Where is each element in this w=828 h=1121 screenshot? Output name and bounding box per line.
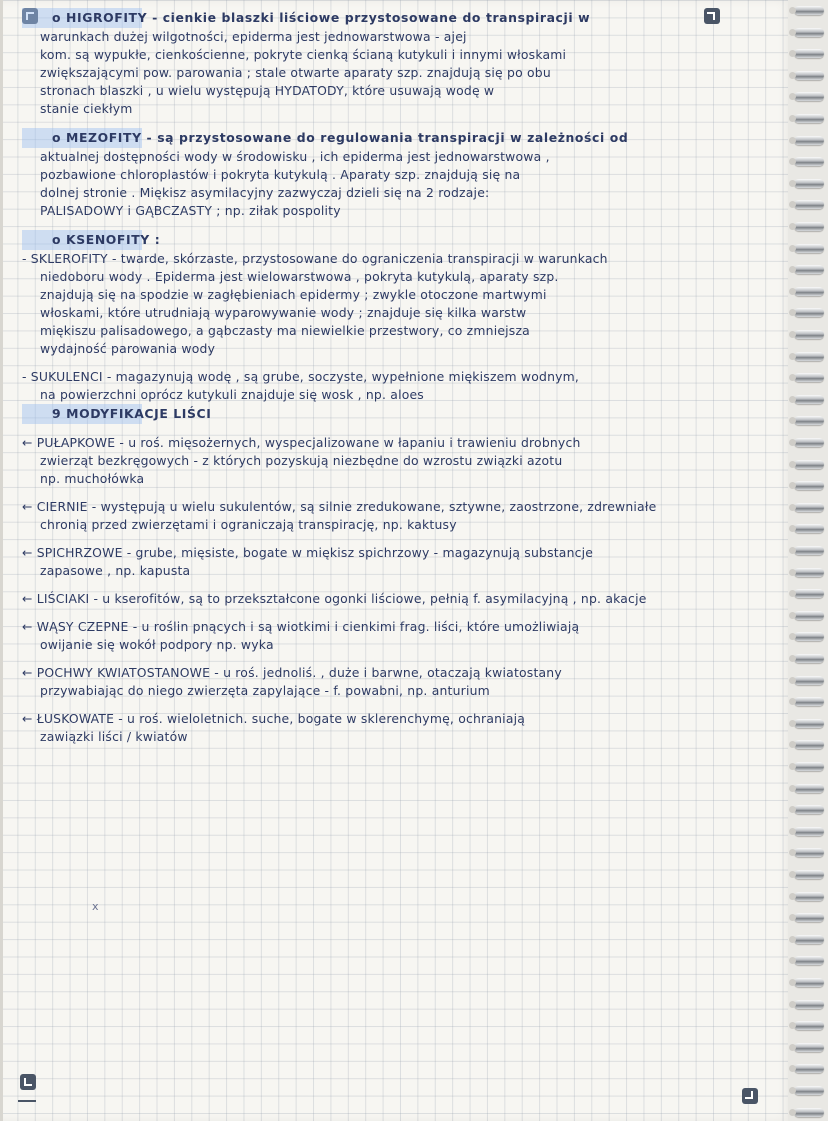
spiral-ring xyxy=(794,287,824,296)
punch-hole xyxy=(789,569,796,576)
note-item: - SUKULENCI - magazynują wodę , są grube, soczyste, wypełnione miękiszem wodnym, xyxy=(22,369,580,384)
punch-hole xyxy=(789,461,796,468)
spiral-ring xyxy=(794,827,824,836)
note-heading: o HIGROFITY - cienkie blaszki liściowe przystosowane do transpiracji w xyxy=(22,8,782,28)
punch-hole xyxy=(789,1044,796,1051)
line-gap xyxy=(22,580,782,590)
spiral-ring xyxy=(794,179,824,188)
punch-hole xyxy=(789,936,796,943)
spiral-ring xyxy=(794,438,824,447)
note-line: pozbawione chloroplastów i pokryta kutykulą . Aparaty szp. znajdują się na xyxy=(40,167,521,182)
spiral-ring xyxy=(794,762,824,771)
note-line: dolnej stronie . Miękisz asymilacyjny zazwyczaj dzieli się na 2 rodzaje: xyxy=(40,185,490,200)
spiral-ring xyxy=(794,481,824,490)
spiral-ring xyxy=(794,740,824,749)
punch-hole xyxy=(789,720,796,727)
note-item: ← ŁUSKOWATE - u roś. wieloletnich. suche, bogate w sklerenchymę, ochraniają xyxy=(22,711,526,726)
line-gap xyxy=(22,534,782,544)
spiral-ring xyxy=(794,265,824,274)
spiral-ring xyxy=(794,157,824,166)
spiral-ring xyxy=(794,49,824,58)
punch-hole xyxy=(789,331,796,338)
spiral-ring xyxy=(794,416,824,425)
note-line: zwiększającymi pow. parowania ; stale otwarte aparaty szp. znajdują się po obu xyxy=(40,65,551,80)
punch-hole xyxy=(789,115,796,122)
note-item: ← SPICHRZOWE - grube, mięsiste, bogate w miękisz spichrzowy - magazynują substancje xyxy=(22,545,594,560)
note-line: PALISADOWY i GĄBCZASTY ; np. ziłak pospolity xyxy=(40,203,341,218)
punch-hole xyxy=(789,1087,796,1094)
spiral-ring xyxy=(794,71,824,80)
punch-hole xyxy=(789,29,796,36)
punch-hole xyxy=(789,612,796,619)
note-line: chronią przed zwierzętami i ograniczają transpirację, np. kaktusy xyxy=(40,517,457,532)
note-line: kom. są wypukłe, cienkościenne, pokryte cienką ścianą kutykuli i innymi włoskami xyxy=(40,47,567,62)
spiral-ring xyxy=(794,373,824,382)
punch-hole xyxy=(789,828,796,835)
note-line: włoskami, które utrudniają wyparowywanie wody ; znajduje się kilka warstw xyxy=(40,305,527,320)
corner-underline xyxy=(18,1100,36,1102)
note-line: miękiszu palisadowego, a gąbczasty ma niewielkie przestwory, co zmniejsza xyxy=(40,323,530,338)
line-gap xyxy=(22,608,782,618)
note-heading: o KSENOFITY : xyxy=(22,230,782,250)
punch-hole xyxy=(789,72,796,79)
note-line: niedoboru wody . Epiderma jest wielowarstwowa , pokryta kutykulą, aparaty szp. xyxy=(40,269,559,284)
note-line: owijanie się wokół podpory np. wyka xyxy=(40,637,274,652)
punch-hole xyxy=(789,763,796,770)
spiral-ring xyxy=(794,1021,824,1030)
punch-hole xyxy=(789,137,796,144)
note-line: stanie ciekłym xyxy=(40,101,133,116)
spiral-ring xyxy=(794,6,824,15)
spiral-ring xyxy=(794,676,824,685)
spiral-ring xyxy=(794,460,824,469)
spiral-ring xyxy=(794,200,824,209)
spiral-ring xyxy=(794,92,824,101)
spiral-ring xyxy=(794,611,824,620)
spiral-ring xyxy=(794,935,824,944)
punch-hole xyxy=(789,396,796,403)
spiral-binding xyxy=(788,0,828,1121)
note-line: znajdują się na spodzie w zagłębieniach epidermy ; zwykle otoczone martwymi xyxy=(40,287,547,302)
punch-hole xyxy=(789,677,796,684)
note-item: - SKLEROFITY - twarde, skórzaste, przystosowane do ograniczenia transpiracji w warunkach xyxy=(22,251,608,266)
spiral-ring xyxy=(794,978,824,987)
punch-hole xyxy=(789,504,796,511)
note-line: stronach blaszki , u wielu występują HYDATODY, które usuwają wodę w xyxy=(40,83,495,98)
spiral-ring xyxy=(794,114,824,123)
spiral-ring xyxy=(794,546,824,555)
punch-hole xyxy=(789,288,796,295)
note-item: ← POCHWY KWIATOSTANOWE - u roś. jednoliś. , duże i barwne, otaczają kwiatostany xyxy=(22,665,562,680)
note-line: wydajność parowania wody xyxy=(40,341,216,356)
note-item: ← LIŚCIAKI - u kserofitów, są to przekształcone ogonki liściowe, pełnią f. asymilacyjną , np. akacje xyxy=(22,591,647,606)
punch-hole xyxy=(789,893,796,900)
note-line: zawiązki liści / kwiatów xyxy=(40,729,188,744)
spiral-ring xyxy=(794,589,824,598)
spiral-ring xyxy=(794,719,824,728)
punch-hole xyxy=(789,655,796,662)
line-gap xyxy=(22,488,782,498)
punch-hole xyxy=(789,871,796,878)
spiral-ring xyxy=(794,568,824,577)
note-line: aktualnej dostępności wody w środowisku , ich epiderma jest jednowarstwowa , xyxy=(40,149,550,164)
spiral-ring xyxy=(794,1108,824,1117)
note-line: przywabiając do niego zwierzęta zapylające - f. powabni, np. anturium xyxy=(40,683,490,698)
note-item: ← WĄSY CZEPNE - u roślin pnących i są wiotkimi i cienkimi frag. liści, które umożliwiają xyxy=(22,619,580,634)
handwritten-notes xyxy=(22,8,782,746)
spiral-ring xyxy=(794,805,824,814)
line-gap xyxy=(22,700,782,710)
line-gap xyxy=(22,358,782,368)
spiral-ring xyxy=(794,1064,824,1073)
spiral-ring xyxy=(794,654,824,663)
note-line: na powierzchni oprócz kutykuli znajduje się wosk , np. aloes xyxy=(40,387,424,402)
spiral-ring xyxy=(794,913,824,922)
note-heading: o MEZOFITY - są przystosowane do regulowania transpiracji w zależności od xyxy=(22,128,782,148)
spiral-ring xyxy=(794,848,824,857)
section-heading: 9 MODYFIKACJE LIŚCI xyxy=(22,404,782,424)
punch-hole xyxy=(789,979,796,986)
spiral-ring xyxy=(794,524,824,533)
line-gap xyxy=(22,424,782,434)
line-gap xyxy=(22,654,782,664)
spiral-ring xyxy=(794,352,824,361)
spiral-ring xyxy=(794,870,824,879)
spiral-ring xyxy=(794,330,824,339)
note-item: ← CIERNIE - występują u wielu sukulentów, są silnie zredukowane, sztywne, zaostrzone, zdrewniałe xyxy=(22,499,657,514)
spiral-ring xyxy=(794,222,824,231)
spiral-ring xyxy=(794,1086,824,1095)
punch-hole xyxy=(789,1001,796,1008)
punch-hole xyxy=(789,1109,796,1116)
note-line: warunkach dużej wilgotności, epiderma jest jednowarstwowa - ajej xyxy=(40,29,467,44)
punch-hole xyxy=(789,7,796,14)
spiral-ring xyxy=(794,632,824,641)
spiral-ring xyxy=(794,136,824,145)
scribble-mark: x xyxy=(92,900,99,913)
line-gap xyxy=(22,118,782,128)
corner-mark-bottom-right-icon xyxy=(742,1088,758,1104)
spiral-ring xyxy=(794,503,824,512)
note-line: zwierząt bezkręgowych - z których pozyskują niezbędne do wzrostu związki azotu xyxy=(40,453,563,468)
punch-hole xyxy=(789,223,796,230)
spiral-ring xyxy=(794,308,824,317)
page-edge xyxy=(0,0,3,1121)
spiral-ring xyxy=(794,892,824,901)
spiral-ring xyxy=(794,697,824,706)
spiral-ring xyxy=(794,956,824,965)
note-line: np. muchołówka xyxy=(40,471,145,486)
note-line: zapasowe , np. kapusta xyxy=(40,563,191,578)
spiral-ring xyxy=(794,395,824,404)
spiral-ring xyxy=(794,784,824,793)
punch-hole xyxy=(789,245,796,252)
punch-hole xyxy=(789,785,796,792)
note-item: ← PUŁAPKOWE - u roś. mięsożernych, wyspecjalizowane w łapaniu i trawieniu drobnych xyxy=(22,435,581,450)
line-gap xyxy=(22,220,782,230)
spiral-ring xyxy=(794,28,824,37)
spiral-ring xyxy=(794,1000,824,1009)
punch-hole xyxy=(789,180,796,187)
corner-mark-bottom-left-icon xyxy=(20,1074,36,1090)
punch-hole xyxy=(789,439,796,446)
spiral-ring xyxy=(794,1043,824,1052)
punch-hole xyxy=(789,547,796,554)
punch-hole xyxy=(789,353,796,360)
spiral-ring xyxy=(794,244,824,253)
